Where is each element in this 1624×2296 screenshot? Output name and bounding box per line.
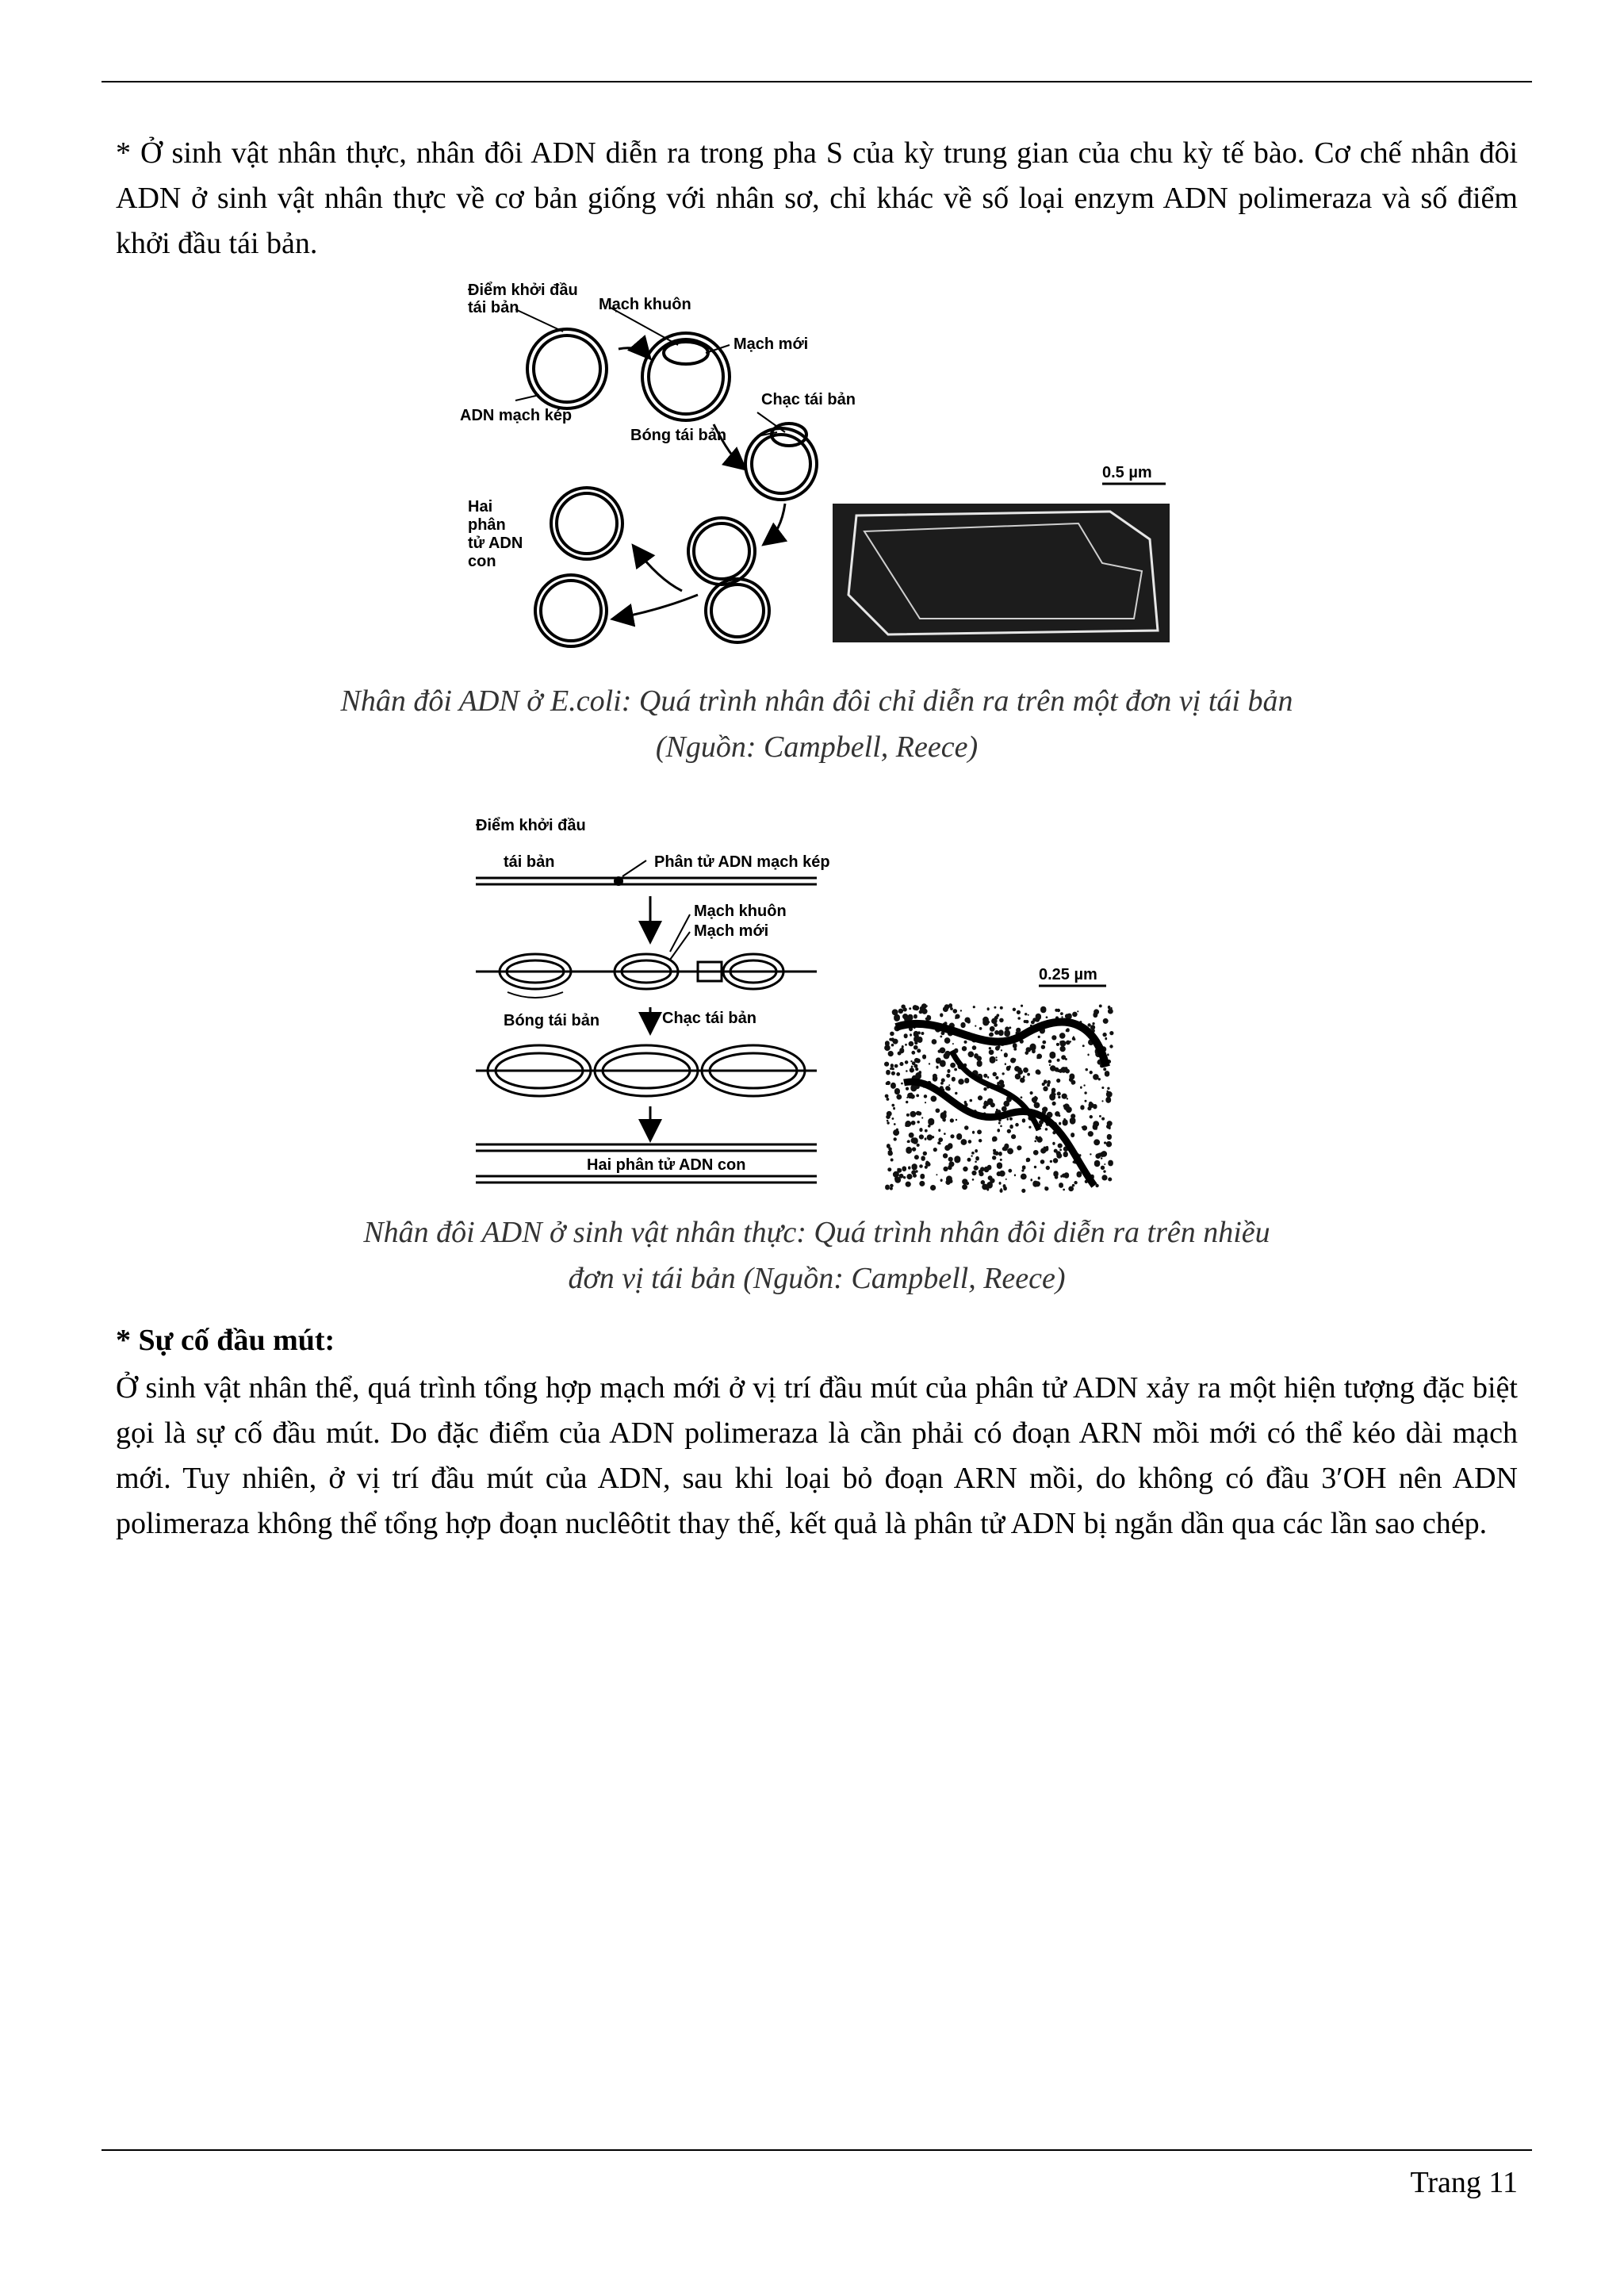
figure1-caption <box>285 678 1348 770</box>
fig1-fork-label: Chạc tái bản <box>761 391 856 408</box>
eukaryote-replication-figure <box>468 813 1142 1202</box>
fig2-bubble-label: Bóng tái bản <box>504 1012 600 1029</box>
figure1-caption-line2: (Nguồn: Campbell, Reece) <box>655 730 979 764</box>
fig1-daughter-label-2: phân <box>468 516 506 534</box>
fig2-replication-bubbles-large <box>476 1045 817 1096</box>
fig1-origin-label-line2: tái bản <box>468 299 519 316</box>
plasmid-circle-fork <box>745 424 817 500</box>
ecoli-replication-figure <box>444 278 1205 658</box>
figure2-caption-line1: Nhân đôi ADN ở sinh vật nhân thực: Quá trình nhân đôi diễn ra trên nhiều <box>363 1216 1270 1249</box>
fig1-daughter-label-1: Hai <box>468 498 493 516</box>
fig2-daughters-label: Hai phân tử ADN con <box>587 1156 746 1174</box>
fig2-template-label: Mạch khuôn <box>694 903 787 920</box>
plasmid-circle-bubble <box>642 333 730 420</box>
fig2-parent-dna <box>476 878 817 884</box>
page-number: Trang 11 <box>1410 2166 1518 2199</box>
intro-paragraph: * Ở sinh vật nhân thực, nhân đôi ADN diễn ra trong pha S của kỳ trung gian của chu kỳ tế bào. Cơ chế nhân đôi ADN ở sinh vật nhân thực về cơ bản giống với nhân sơ, chỉ khác về số loại enzym ADN polimeraza và số điểm khởi đầu tái bản. <box>116 136 1518 260</box>
figure1-caption-line1: Nhân đôi ADN ở E.coli: Quá trình nhân đôi chỉ diễn ra trên một đơn vị tái bản <box>340 684 1293 718</box>
daughter-circles <box>535 488 622 646</box>
fig1-origin-label-line1: Điểm khởi đầu <box>468 282 578 299</box>
figure2-caption <box>285 1209 1348 1301</box>
fig1-double-dna-label: ADN mạch kép <box>460 407 573 424</box>
fig1-new-strand-label: Mạch mới <box>733 335 809 353</box>
figure2-caption-line2: đơn vị tái bản (Nguồn: Campbell, Reece) <box>568 1262 1066 1295</box>
footer-rule <box>102 2149 1532 2151</box>
fig2-origin-label-line1: Điểm khởi đầu <box>476 817 586 834</box>
eukaryote-micrograph <box>884 966 1114 1194</box>
fig2-fork-label: Chạc tái bản <box>662 1010 756 1027</box>
section-heading: * Sự cố đầu mút: <box>116 1324 335 1357</box>
plasmid-circle-initial <box>527 329 607 408</box>
fig2-new-strand-label: Mạch mới <box>694 922 769 940</box>
fig2-replication-bubbles-small <box>476 954 817 989</box>
fig1-template-label: Mạch khuôn <box>599 296 691 313</box>
ecoli-micrograph <box>833 464 1170 642</box>
header-rule <box>102 81 1532 82</box>
fig2-origin-label-line2: tái bản <box>504 853 555 871</box>
fig2-scale-label: 0.25 µm <box>1039 966 1097 983</box>
fig2-double-dna-label: Phân tử ADN mạch kép <box>654 853 830 871</box>
plasmid-circle-figure8 <box>688 518 769 642</box>
fig1-daughter-label-3: tử ADN <box>468 535 523 552</box>
fig1-daughter-label-4: con <box>468 553 496 570</box>
fig1-bubble-label: Bóng tái bản <box>630 427 727 444</box>
fig1-scale-label: 0.5 µm <box>1102 464 1152 481</box>
telomere-paragraph: Ở sinh vật nhân thể, quá trình tổng hợp mạch mới ở vị trí đầu mút của phân tử ADN xảy ra một hiện tượng đặc biệt gọi là sự cố đầu mút. Do đặc điểm của ADN polimeraza là cần phải có đoạn ARN mồi mới có thể kéo dài mạch mới. Tuy nhiên, ở vị trí đầu mút của ADN, sau khi loại bỏ đoạn ARN mồi, do không có đầu 3′OH nên ADN polimeraza không thể tổng hợp đoạn nuclêôtit thay thế, kết quả là phân tử ADN bị ngắn dần qua các lần sao chép. <box>116 1371 1518 1540</box>
